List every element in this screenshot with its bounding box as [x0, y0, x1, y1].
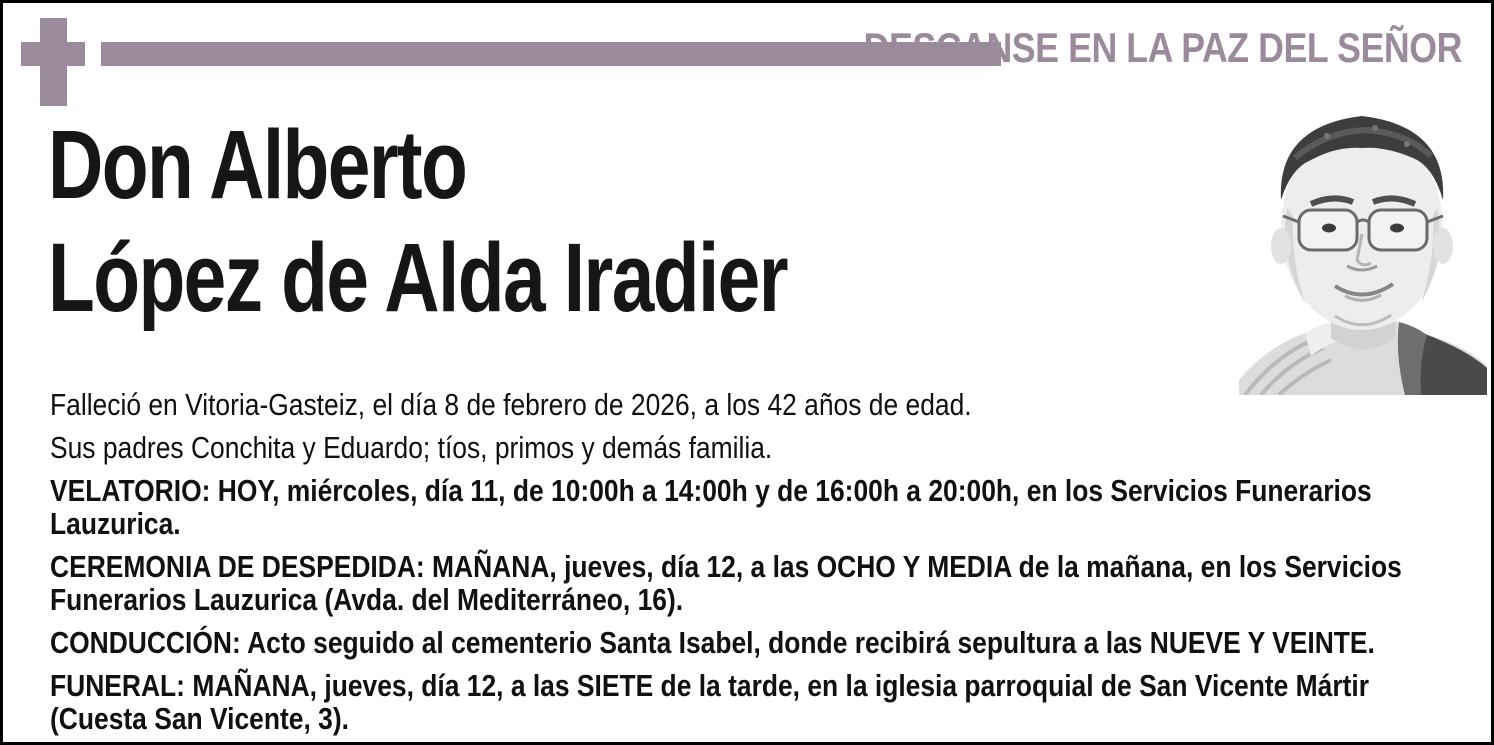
- deceased-name: [48, 108, 787, 334]
- death-notice-line: Falleció en Vitoria-Gasteiz, el día 8 de febrero de 2026, a los 42 años de edad.: [50, 387, 972, 422]
- deceased-photo: [1235, 88, 1491, 395]
- family-line: Sus padres Conchita y Eduardo; tíos, primos y demás familia.: [50, 430, 773, 465]
- velatorio-paragraph: VELATORIO: HOY, miércoles, día 11, de 10:00h a 14:00h y de 16:00h a 20:00h, en los Servicios Funerarios Lauzurica.: [50, 473, 1372, 541]
- obituary-body: [50, 388, 1460, 745]
- funeral-paragraph: FUNERAL: MAÑANA, jueves, día 12, a las SIETE de la tarde, en la iglesia parroquial de San Vicente Mártir (Cuesta San Vicente, 3).: [50, 668, 1370, 736]
- ceremonia-paragraph: CEREMONIA DE DESPEDIDA: MAÑANA, jueves, día 12, a las OCHO Y MEDIA de la mañana, en los Servicios Funerarios Lauzurica (Avda. del Mediterráneo, 16).: [50, 549, 1402, 617]
- header-motto: DESCANSE EN LA PAZ DEL SEÑOR: [863, 24, 1462, 71]
- deceased-name-line1: Don Alberto: [48, 110, 467, 219]
- conduccion-paragraph: CONDUCCIÓN: Acto seguido al cementerio Santa Isabel, donde recibirá sepultura a las NUEVE Y VEINTE.: [50, 625, 1375, 660]
- cross-icon-horizontal-bar: [21, 42, 85, 66]
- deceased-name-line2: López de Alda Iradier: [48, 223, 787, 332]
